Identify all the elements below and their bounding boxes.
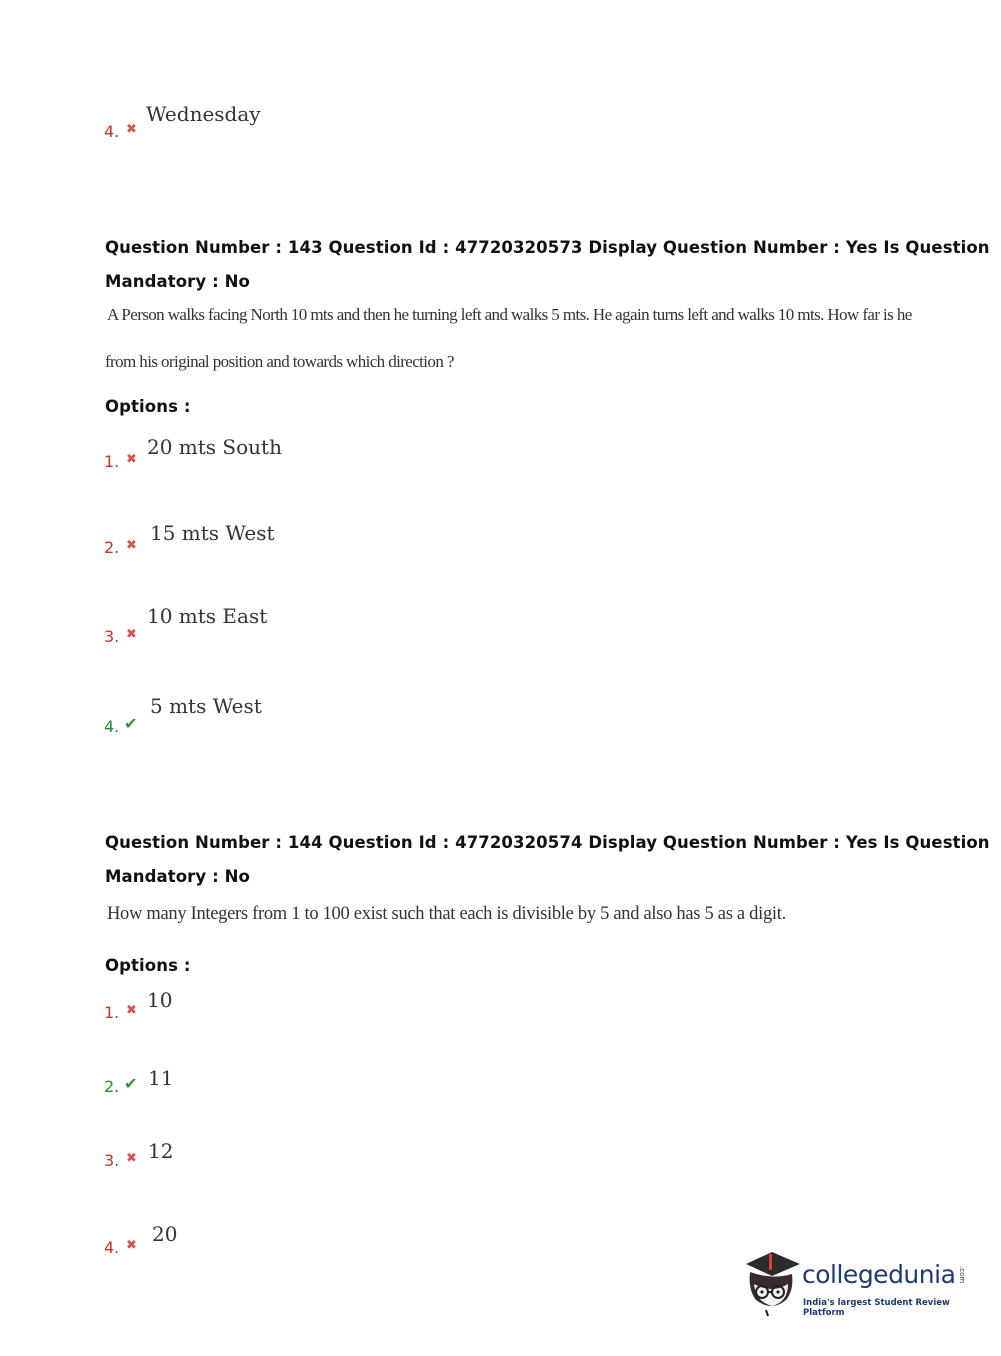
option-text: 10 mts East (147, 604, 268, 628)
wrong-mark-icon: ✖ (126, 538, 137, 553)
question-text-line2: from his original position and towards which direction ? (105, 352, 454, 371)
check-mark-icon: ✔ (124, 714, 138, 733)
option-number: 3. (104, 1151, 120, 1170)
option-text: 11 (148, 1066, 174, 1090)
option-number: 2. (104, 538, 120, 557)
option-text: 5 mts West (150, 694, 262, 718)
check-mark-icon: ✔ (124, 1074, 138, 1093)
option-number: 1. (104, 452, 120, 471)
wrong-mark-icon: ✖ (126, 627, 137, 642)
option-text: Wednesday (146, 102, 261, 126)
option-text: 20 mts South (147, 435, 282, 459)
wrong-mark-icon: ✖ (126, 1238, 137, 1253)
logo-suffix: .com (958, 1266, 966, 1284)
option-number: 1. (104, 1003, 120, 1022)
wrong-mark-icon: ✖ (126, 452, 137, 467)
option-text: 12 (148, 1139, 174, 1163)
logo-name: collegedunia (802, 1260, 956, 1289)
question-text-line1: How many Integers from 1 to 100 exist such that each is divisible by 5 and also has 5 as a digit. (107, 904, 786, 924)
options-label: Options : (105, 956, 191, 975)
option-number: 2. (104, 1077, 120, 1096)
wrong-mark-icon: ✖ (126, 1151, 137, 1166)
question-mandatory: Mandatory : No (105, 272, 250, 291)
question-mandatory: Mandatory : No (105, 867, 250, 886)
wrong-mark-icon: ✖ (126, 122, 137, 137)
option-text: 15 mts West (150, 521, 275, 545)
logo-tagline: India's largest Student Review Platform (803, 1298, 950, 1318)
question-text-line1: A Person walks facing North 10 mts and then he turning left and walks 5 mts. He again turns left and walks 10 mts. How far is he (107, 305, 912, 324)
question-header: Question Number : 144 Question Id : 47720320574 Display Question Number : Yes Is Question (105, 833, 990, 852)
option-number: 4. (104, 1238, 120, 1257)
question-header: Question Number : 143 Question Id : 47720320573 Display Question Number : Yes Is Question (105, 238, 990, 257)
mascot-icon (742, 1250, 802, 1318)
option-text: 10 (147, 988, 173, 1012)
wrong-mark-icon: ✖ (126, 1003, 137, 1018)
option-number: 4. (104, 122, 120, 141)
options-label: Options : (105, 397, 191, 416)
option-number: 3. (104, 627, 120, 646)
collegedunia-logo (742, 1250, 972, 1320)
option-text: 20 (152, 1222, 178, 1246)
option-number: 4. (104, 717, 120, 736)
